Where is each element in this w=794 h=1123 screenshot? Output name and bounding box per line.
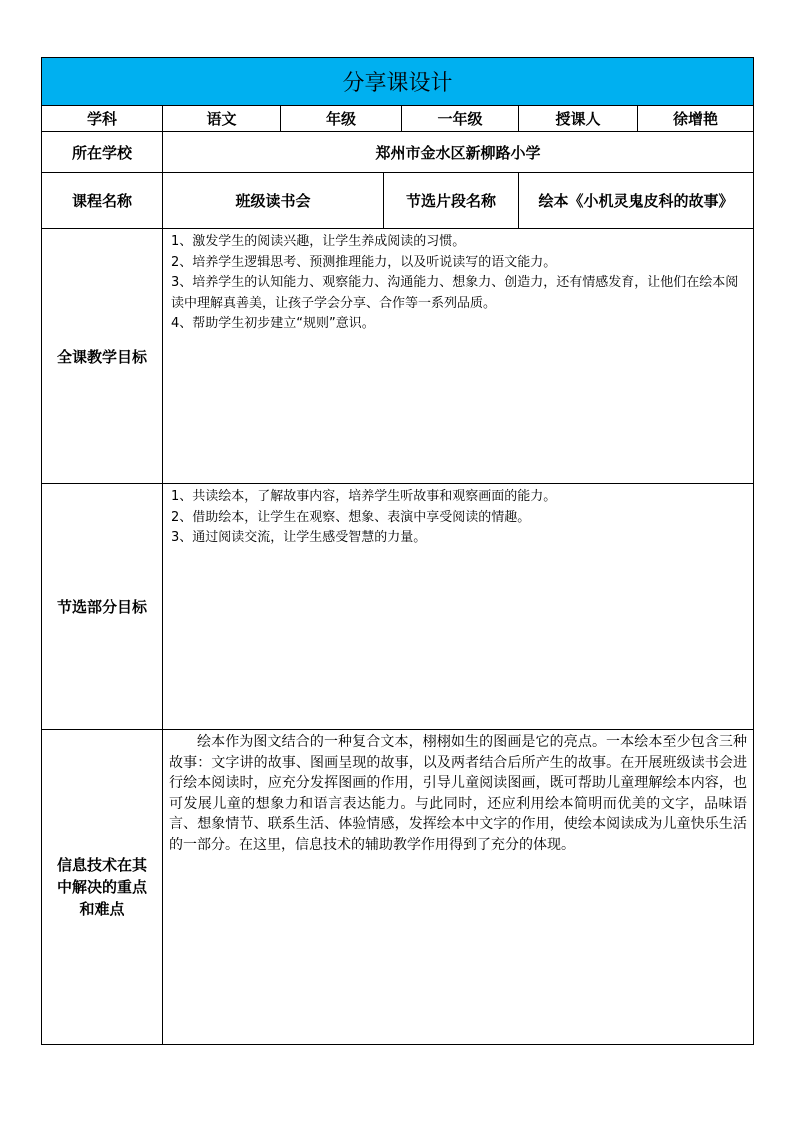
segment-goals-label: 节选部分目标 [56,598,147,616]
course-name-value: 班级读书会 [235,192,311,210]
subject-label: 学科 [86,110,117,128]
list-item: 3、培养学生的认知能力、观察能力、沟通能力、想象力、创造力，还有情感发育，让他们在绘本阅读中理解真善美，让孩子学会分享、合作等一系列品质。 [171,275,739,311]
list-item: 1、共读绘本，了解故事内容，培养学生听故事和观察画面的能力。 [171,489,557,504]
segment-goals-list [163,484,753,729]
grade-label: 年级 [325,110,356,128]
it-solution-label-line: 中解决的重点 [56,878,147,896]
segment-name-label: 节选片段名称 [405,192,496,210]
segment-name-value: 绘本《小机灵鬼皮科的故事》 [538,192,734,210]
teacher-value: 徐增艳 [672,110,718,128]
it-solution-text: 绘本作为图文结合的一种复合文本，栩栩如生的图画是它的亮点。一本绘本至少包含三种故事：文字讲的故事、图画呈现的故事，以及两者结合后所产生的故事。在开展班级读书会进行绘本阅读时，应充分发挥图画的作用，引导儿童阅读图画，既可帮助儿童理解绘本内容，也可发展儿童的想象力和语言表达能力。与此同时，还应利用绘本简明而优美的文字，品味语言、想象情节、联系生活、体验情感，发挥绘本中文字的作用，使绘本阅读成为儿童快乐生活的一部分。在这里，信息技术的辅助教学作用得到了充分的体现。 [169,734,747,853]
list-item: 3、通过阅读交流，让学生感受智慧的力量。 [171,530,427,545]
course-name-label: 课程名称 [71,192,132,210]
it-solution-label [42,730,162,1044]
overall-goals-label: 全课教学目标 [56,347,147,366]
list-item: 1、激发学生的阅读兴趣，让学生养成阅读的习惯。 [171,234,466,249]
lesson-design-table [41,57,754,1045]
grade-value: 一年级 [437,110,483,128]
it-solution-label-line: 和难点 [79,900,125,918]
school-value: 郑州市金水区新柳路小学 [375,143,541,162]
list-item: 2、培养学生逻辑思考、预测推理能力，以及听说读写的语文能力。 [171,254,557,270]
subject-value: 语文 [206,110,237,128]
list-item: 4、帮助学生初步建立“规则”意识。 [171,316,375,331]
it-solution-label-line: 信息技术在其 [56,856,147,874]
overall-goals-list [163,229,753,483]
teacher-label: 授课人 [555,110,601,128]
school-label: 所在学校 [71,143,132,162]
list-item: 2、借助绘本，让学生在观察、想象、表演中享受阅读的情趣。 [171,509,531,525]
table-title: 分享课设计 [42,58,753,105]
